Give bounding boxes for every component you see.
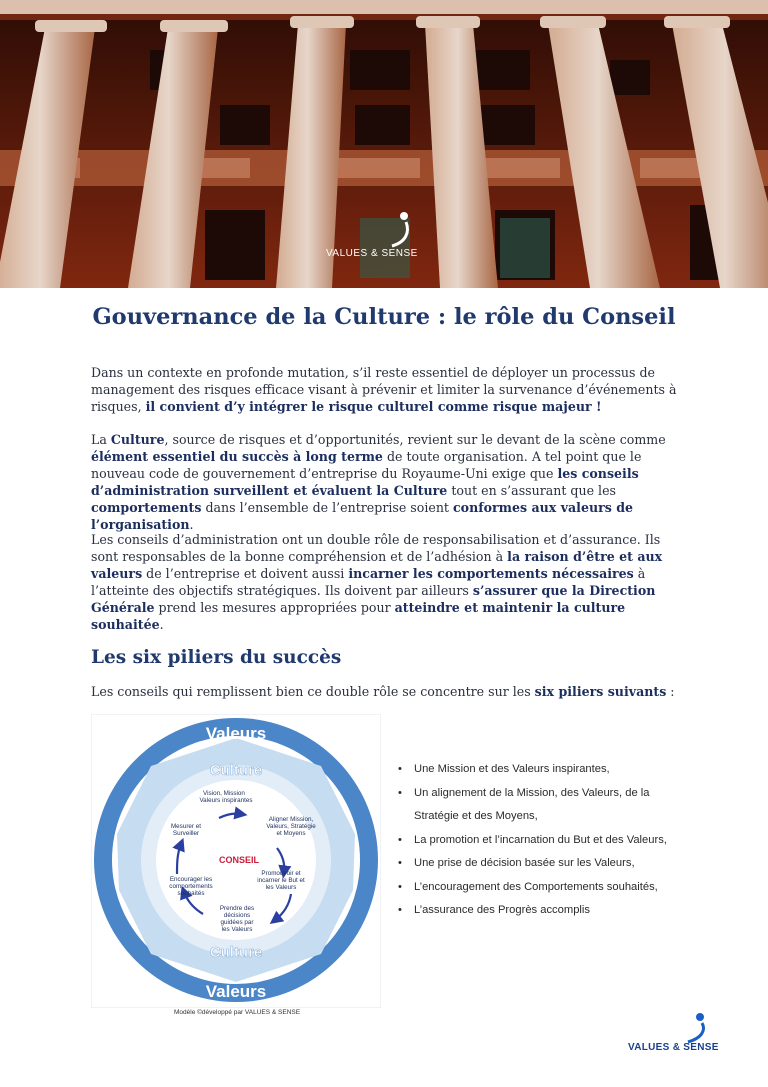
p2-emphasis-d: élément essentiel du succès à long terme — [91, 449, 383, 464]
p2-text-c: , source de risques et d’opportunités, revient sur le devant de la scène comme — [164, 432, 666, 447]
paragraph-context — [91, 364, 681, 415]
p2-text-i: dans l’ensemble de l’entreprise soient — [201, 500, 453, 515]
pillar-item: • Une Mission et des Valeurs inspirantes, — [398, 758, 668, 782]
inner-label-bottom: Culture — [209, 944, 263, 961]
p2-emphasis-f: les conseils d’administration surveillent et évaluent la Culture — [91, 466, 639, 498]
pillar-item: • L’encouragement des Comportements souhaités, — [398, 876, 668, 900]
pillar-item: • L’assurance des Progrès accomplis — [398, 899, 668, 923]
step3-line3: les Valeurs — [265, 884, 297, 891]
hero-logo-text: VALUES & SENSE — [326, 248, 418, 259]
step2-line3: et Moyens — [276, 830, 306, 837]
step3-line2: incarner le But et — [257, 877, 305, 884]
p3-text-c: de l’entreprise et doivent aussi — [142, 566, 349, 581]
center-label-conseil: CONSEIL — [218, 855, 260, 865]
step2-line1: Aligner Mission, — [268, 816, 314, 823]
pillars-list — [398, 758, 668, 923]
p2-emphasis-h: comportements — [91, 500, 202, 515]
step4-line3: guidées par — [220, 919, 254, 926]
step6-line1: Mesurer et — [170, 823, 202, 830]
page-title: Gouvernance de la Culture : le rôle du Conseil — [92, 304, 676, 330]
step4-line1: Prendre des — [219, 905, 255, 912]
intro-text: Les conseils qui remplissent bien ce double rôle se concentre sur les — [91, 684, 535, 699]
section-title-six-pillars: Les six piliers du succès — [91, 647, 342, 668]
intro-emphasis: six piliers suivants — [534, 684, 667, 699]
logo-swoosh-icon — [326, 210, 426, 250]
p2-text-k: . — [189, 517, 194, 532]
outer-label-bottom: Valeurs — [205, 982, 267, 1001]
p2-emphasis-j: conformes aux valeurs de l’organisation — [91, 500, 634, 532]
hero-values-sense-logo — [326, 210, 426, 270]
step5-line2: comportements — [169, 883, 213, 890]
p3-emphasis-d: incarner les comportements nécessaires — [348, 566, 634, 581]
step1-line2: Valeurs inspirantes — [199, 797, 253, 804]
footer-values-sense-logo — [628, 1012, 728, 1062]
hero-image — [0, 0, 768, 288]
p3-emphasis-b: la raison d’être et aux valeurs — [91, 549, 663, 581]
p3-emphasis-f: s’assurer que la Direction Générale — [91, 583, 656, 615]
inner-label-top: Culture — [209, 762, 263, 779]
step4-line2: décisions — [223, 912, 251, 919]
p3-text-g: prend les mesures appropriées pour — [154, 600, 395, 615]
footer-logo-text: VALUES & SENSE — [628, 1042, 719, 1053]
intro-colon: : — [666, 684, 675, 699]
p2-text-e: de toute organisation. A tel point que le nouveau code de gouvernement d’entreprise du Royaume-Uni exige que — [91, 449, 642, 481]
step3-line1: Promouvoir et — [261, 870, 301, 877]
p3-text-e: à l’atteinte des objectifs stratégiques. Ils doivent par ailleurs — [91, 566, 646, 598]
pillar-item: • Une prise de décision basée sur les Valeurs, — [398, 852, 668, 876]
footer-logo-swoosh-icon — [628, 1012, 728, 1044]
p1-emphasis: il convient d’y intégrer le risque culturel comme risque majeur ! — [145, 399, 602, 414]
p1-text: Dans un contexte en profonde mutation, s’il reste essentiel de déployer un processus de management des risques efficace visant à prévenir et limiter la survenance d’événements à risques, — [91, 365, 677, 414]
p3-text-a: Les conseils d’administration ont un double rôle de responsabilisation et d’assurance. Ils sont responsables de la bonne compréhension et de l’adhésion à — [91, 532, 661, 564]
step5-line1: Encourager les — [169, 876, 213, 883]
step5-line3: souhaités — [177, 890, 205, 897]
p3-emphasis-h: atteindre et maintenir la culture souhaitée — [91, 600, 626, 632]
culture-governance-circle-diagram — [91, 714, 381, 1008]
pillar-item: • Un alignement de la Mission, des Valeurs, de la Stratégie et des Moyens, — [398, 782, 668, 829]
step6-line2: Surveiller — [172, 830, 200, 837]
p2-text-g: tout en s’assurant que les — [447, 483, 617, 498]
p2-text-a: La — [91, 432, 111, 447]
p2-emphasis-b: Culture — [110, 432, 165, 447]
step1-line1: Vision, Mission — [203, 790, 245, 797]
outer-label-top: Valeurs — [205, 724, 267, 743]
governance-diagram — [91, 714, 381, 1008]
diagram-caption: Modèle ©développé par VALUES & SENSE — [174, 1009, 301, 1016]
pillars-intro — [91, 684, 691, 699]
paragraph-culture — [91, 431, 681, 533]
paragraph-roles — [91, 531, 681, 633]
step4-line4: les Valeurs — [221, 926, 253, 933]
pillar-item: • La promotion et l’incarnation du But et des Valeurs, — [398, 829, 668, 853]
p3-text-i: . — [159, 617, 164, 632]
step2-line2: Valeurs, Stratégie — [266, 823, 316, 830]
